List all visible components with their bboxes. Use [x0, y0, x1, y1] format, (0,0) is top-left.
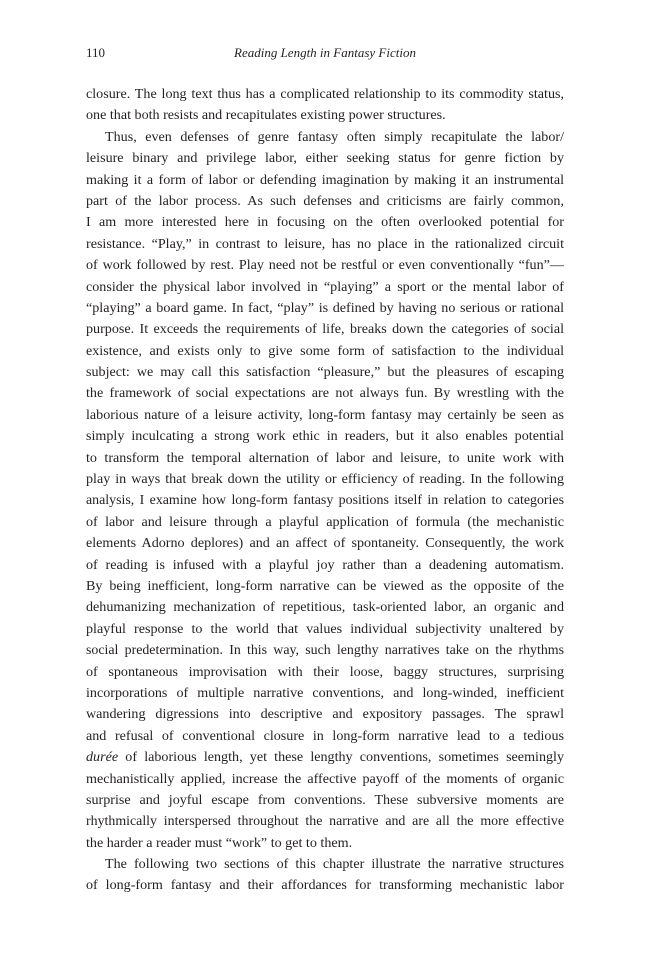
- text-line: resistance. “Play,” in contrast to leisure, has no place in the rationalized circuit: [86, 235, 564, 252]
- text-line: laborious nature of a leisure activity, long-form fantasy may certainly be seen as: [86, 406, 564, 423]
- text-line: simply inculcating a strong work ethic in readers, but it also enables potential: [86, 428, 564, 445]
- page-header: [86, 45, 564, 65]
- text-line: play in ways that break down the utility or efficiency of reading. In the following: [86, 471, 564, 488]
- text-line: of long-form fantasy and their affordances for transforming mechanistic labor: [86, 877, 564, 894]
- running-head: Reading Length in Fantasy Fiction: [234, 45, 416, 60]
- text-line: By being inefficient, long-form narrative can be viewed as the opposite of the: [86, 577, 564, 594]
- text-line: analysis, I examine how long-form fantasy positions itself in relation to categories: [86, 493, 564, 509]
- text-line: making it a form of labor or defending imagination by making it an instrumental: [86, 171, 564, 188]
- text-line: wandering digressions into descriptive and expository passages. The sprawl: [86, 706, 564, 723]
- text-line: of reading is infused with a playful joy rather than a deadening automatism.: [86, 556, 564, 573]
- text-line: incorporations of multiple narrative conventions, and long-winded, inefficient: [86, 684, 564, 701]
- text-line: mechanistically applied, increase the affective payoff of the moments of organic: [86, 770, 564, 787]
- text-line: closure. The long text thus has a complicated relationship to its commodity status,: [86, 86, 564, 102]
- text-line: playful response to the world that values individual subjectivity unaltered by: [86, 620, 564, 637]
- text-line: of spontaneous improvisation with their loose, baggy structures, surprising: [86, 663, 564, 680]
- text-line: to transform the temporal alternation of labor and leisure, to unite work with: [86, 449, 564, 466]
- text-line-content: of laborious length, yet these lengthy conventions, sometimes seemingly: [118, 749, 564, 766]
- text-line: social predetermination. In this way, such lengthy narratives take on the rhythms: [86, 643, 564, 659]
- text-line: one that both resists and recapitulates existing power structures.: [86, 107, 446, 124]
- text-line: elements Adorno deplores) and an affect of spontaneity. Consequently, the work: [86, 535, 564, 552]
- text-line: existence, and exists only to give some form of satisfaction to the individual: [86, 342, 564, 359]
- text-line: surprise and joyful escape from conventions. These subversive moments are: [86, 791, 564, 808]
- text-line: of labor and leisure through a playful application of formula (the mechanistic: [86, 513, 564, 530]
- text-line: purpose. It exceeds the requirements of life, breaks down the categories of social: [86, 321, 564, 338]
- text-line: consider the physical labor involved in “playing” a sport or the mental labor of: [86, 278, 564, 295]
- italic-term: durée: [86, 749, 119, 766]
- text-line: “playing” a board game. In fact, “play” is defined by having no serious or rational: [86, 299, 564, 316]
- text-line: part of the labor process. As such defenses and criticisms are fairly common,: [86, 192, 564, 209]
- text-line: rhythmically interspersed throughout the narrative and are all the more effective: [86, 814, 564, 830]
- text-line: and refusal of conventional closure in long-form narrative lead to a tedious: [86, 727, 564, 744]
- text-line: subject: we may call this satisfaction “pleasure,” but the pleasures of escaping: [86, 364, 564, 381]
- page-number: 110: [86, 45, 106, 60]
- text-line: [86, 747, 564, 768]
- text-line: of work followed by rest. Play need not be restful or even conventionally “fun”—: [86, 257, 564, 274]
- text-line: I am more interested here in focusing on the often overlooked potential for: [86, 214, 564, 231]
- body-text: [86, 84, 564, 897]
- text-line: leisure binary and privilege labor, either seeking status for genre fiction by: [86, 150, 564, 167]
- text-line: the framework of social expectations are not always fun. By wrestling with the: [86, 385, 564, 402]
- text-line: the harder a reader must “work” to get to them.: [86, 834, 353, 851]
- text-line: Thus, even defenses of genre fantasy often simply recapitulate the labor/: [105, 128, 564, 145]
- text-line: dehumanizing mechanization of repetitious, task-oriented labor, an organic and: [86, 599, 564, 616]
- text-line: The following two sections of this chapter illustrate the narrative structures: [105, 856, 564, 873]
